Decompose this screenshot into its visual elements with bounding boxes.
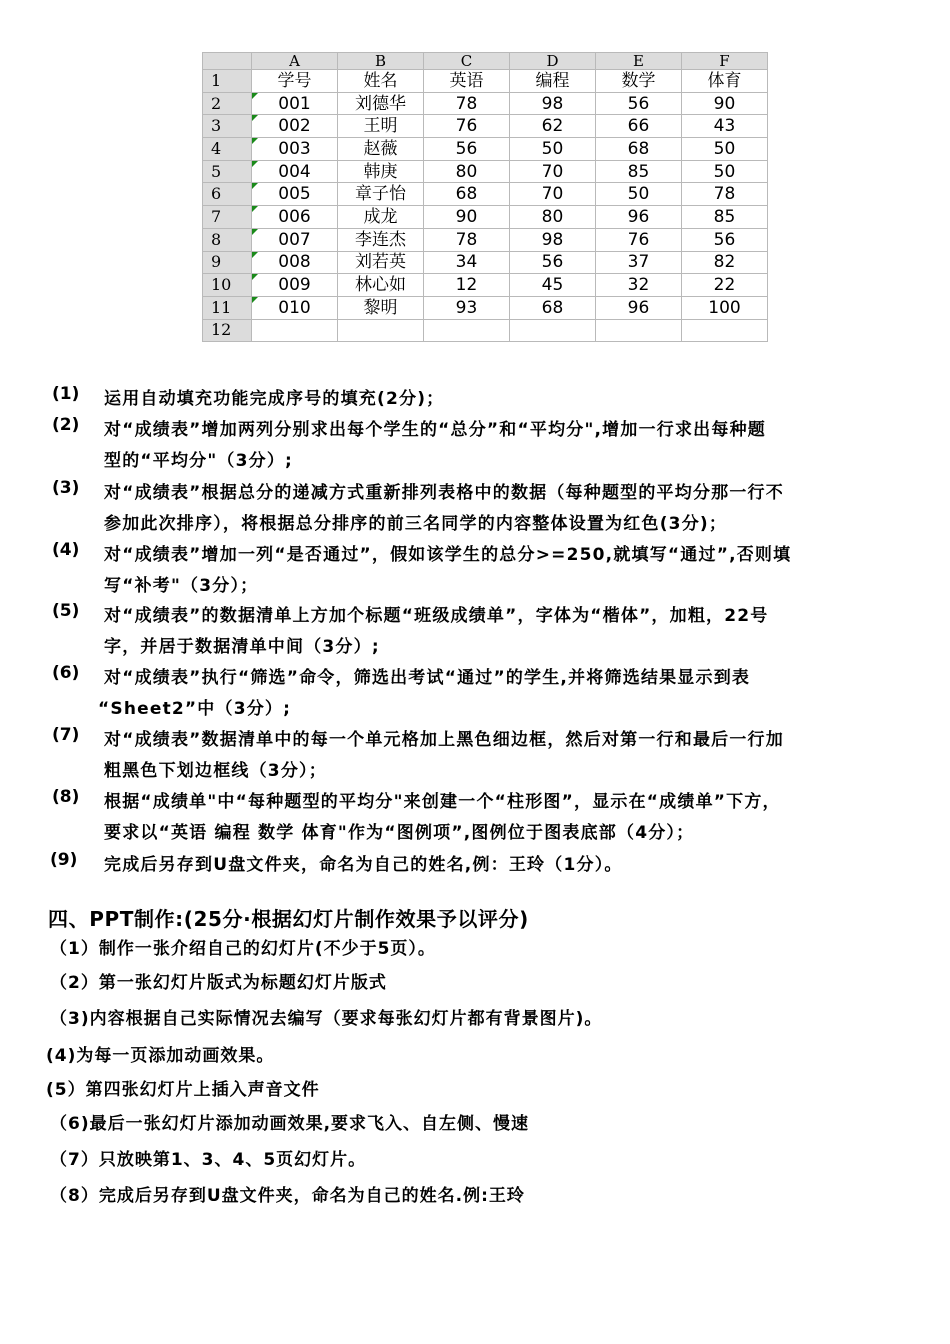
table-cell: 林心如 [338, 274, 424, 297]
task-text: 参加此次排序），将根据总分排序的前三名同学的内容整体设置为红色(3分)； [104, 514, 728, 534]
table-row [203, 70, 768, 93]
sheet-corner [203, 53, 252, 70]
row-header: 11 [203, 296, 252, 319]
table-cell: 37 [596, 251, 682, 274]
table-cell: 韩庚 [338, 160, 424, 183]
table-cell: 96 [596, 296, 682, 319]
table-cell: 56 [596, 92, 682, 115]
row-header: 4 [203, 138, 252, 161]
column-header: F [682, 53, 768, 70]
task-text: 写“补考"（3分）； [104, 576, 259, 596]
ppt-task-item: （7）只放映第1、3、4、5页幻灯片。 [50, 1150, 367, 1170]
task-number: (6) [52, 663, 80, 683]
task-text: 运用自动填充功能完成序号的填充(2分)； [104, 389, 445, 409]
table-cell: 赵薇 [338, 138, 424, 161]
table-cell: 12 [424, 274, 510, 297]
table-cell: 70 [510, 183, 596, 206]
table-cell: 006 [252, 206, 338, 229]
table-cell: 英语 [424, 70, 510, 93]
table-cell: 93 [424, 296, 510, 319]
ppt-section-heading: 四、PPT制作:(25分·根据幻灯片制作效果予以评分) [48, 907, 529, 931]
table-cell: 45 [510, 274, 596, 297]
task-number: (3) [52, 478, 80, 498]
table-cell: 黎明 [338, 296, 424, 319]
table-cell [338, 319, 424, 342]
row-header: 7 [203, 206, 252, 229]
row-header: 9 [203, 251, 252, 274]
row-header: 2 [203, 92, 252, 115]
table-row [203, 228, 768, 251]
task-number: (9) [50, 850, 78, 870]
table-cell [252, 319, 338, 342]
table-cell: 85 [596, 160, 682, 183]
table-row [203, 183, 768, 206]
table-cell: 96 [596, 206, 682, 229]
table-cell: 学号 [252, 70, 338, 93]
table-cell: 90 [424, 206, 510, 229]
table-row [203, 138, 768, 161]
row-header: 1 [203, 70, 252, 93]
table-cell: 62 [510, 115, 596, 138]
ppt-task-item: (5）第四张幻灯片上插入声音文件 [46, 1080, 320, 1100]
task-text: 对“成绩表”增加一列“是否通过”，假如该学生的总分>=250,就填写“通过”,否则填 [104, 545, 792, 565]
table-cell: 68 [510, 296, 596, 319]
score-spreadsheet [202, 52, 768, 342]
row-header: 8 [203, 228, 252, 251]
table-cell: 22 [682, 274, 768, 297]
table-row [203, 319, 768, 342]
table-cell: 82 [682, 251, 768, 274]
ppt-task-item: （1）制作一张介绍自己的幻灯片(不少于5页）。 [50, 939, 436, 959]
table-cell: 50 [510, 138, 596, 161]
table-cell: 009 [252, 274, 338, 297]
table-row [203, 115, 768, 138]
table-row [203, 251, 768, 274]
table-cell: 66 [596, 115, 682, 138]
column-header: A [252, 53, 338, 70]
table-cell: 56 [682, 228, 768, 251]
table-cell: 78 [682, 183, 768, 206]
row-header: 6 [203, 183, 252, 206]
table-cell: 004 [252, 160, 338, 183]
table-cell [596, 319, 682, 342]
table-cell: 78 [424, 228, 510, 251]
task-text: 对“成绩表”数据清单中的每一个单元格加上黑色细边框，然后对第一行和最后一行加 [104, 730, 784, 750]
task-text: 根据“成绩单"中“每种题型的平均分"来创建一个“柱形图”，显示在“成绩单”下方， [104, 792, 781, 812]
table-cell: 34 [424, 251, 510, 274]
table-cell: 76 [424, 115, 510, 138]
table-cell: 80 [424, 160, 510, 183]
task-text: 对“成绩表”根据总分的递减方式重新排列表格中的数据（每种题型的平均分那一行不 [104, 483, 784, 503]
table-cell: 98 [510, 92, 596, 115]
table-cell: 姓名 [338, 70, 424, 93]
row-header: 3 [203, 115, 252, 138]
task-text: 完成后另存到U盘文件夹，命名为自己的姓名,例：王玲（1分）。 [104, 855, 623, 875]
table-cell [682, 319, 768, 342]
table-cell: 王明 [338, 115, 424, 138]
table-cell [424, 319, 510, 342]
table-cell: 刘若英 [338, 251, 424, 274]
table-cell: 007 [252, 228, 338, 251]
table-cell: 56 [424, 138, 510, 161]
task-text: “Sheet2”中（3分）; [98, 699, 292, 719]
ppt-task-item: （3)内容根据自己实际情况去编写（要求每张幻灯片都有背景图片)。 [50, 1009, 603, 1029]
column-header: C [424, 53, 510, 70]
task-number: (5) [52, 601, 80, 621]
table-cell: 76 [596, 228, 682, 251]
column-header: D [510, 53, 596, 70]
task-text: 要求以“英语 编程 数学 体育"作为“图例项”,图例位于图表底部（4分）； [104, 823, 695, 843]
task-text: 粗黑色下划边框线（3分）； [104, 761, 327, 781]
table-cell: 010 [252, 296, 338, 319]
table-cell: 85 [682, 206, 768, 229]
task-number: (2) [52, 415, 80, 435]
table-cell: 001 [252, 92, 338, 115]
table-cell: 70 [510, 160, 596, 183]
table-cell: 章子怡 [338, 183, 424, 206]
table-row [203, 92, 768, 115]
ppt-task-item: （6)最后一张幻灯片添加动画效果,要求飞入、自左侧、慢速 [50, 1114, 530, 1134]
table-cell: 50 [682, 160, 768, 183]
table-cell: 数学 [596, 70, 682, 93]
task-text: 对“成绩表”执行“筛选”命令，筛选出考试“通过”的学生,并将筛选结果显示到表 [104, 668, 751, 688]
ppt-task-item: (4)为每一页添加动画效果。 [46, 1046, 275, 1066]
task-number: (7) [52, 725, 80, 745]
table-cell: 编程 [510, 70, 596, 93]
task-number: (8) [52, 787, 80, 807]
task-text: 对“成绩表”的数据清单上方加个标题“班级成绩单”，字体为“楷体”，加粗，22号 [104, 606, 769, 626]
table-cell: 98 [510, 228, 596, 251]
table-cell: 56 [510, 251, 596, 274]
table-cell: 003 [252, 138, 338, 161]
table-cell: 100 [682, 296, 768, 319]
row-header: 10 [203, 274, 252, 297]
table-cell: 体育 [682, 70, 768, 93]
table-cell: 68 [596, 138, 682, 161]
table-row [203, 206, 768, 229]
task-text: 型的“平均分"（3分）; [104, 451, 294, 471]
ppt-task-item: （2）第一张幻灯片版式为标题幻灯片版式 [50, 973, 387, 993]
table-cell: 90 [682, 92, 768, 115]
table-cell: 刘德华 [338, 92, 424, 115]
task-text: 字，并居于数据清单中间（3分）; [104, 637, 380, 657]
table-cell: 50 [682, 138, 768, 161]
table-row [203, 274, 768, 297]
table-cell: 80 [510, 206, 596, 229]
table-cell: 李连杰 [338, 228, 424, 251]
table-cell: 005 [252, 183, 338, 206]
table-cell: 008 [252, 251, 338, 274]
table-cell [510, 319, 596, 342]
ppt-task-item: （8）完成后另存到U盘文件夹，命名为自己的姓名.例:王玲 [50, 1186, 525, 1206]
column-header: B [338, 53, 424, 70]
table-cell: 成龙 [338, 206, 424, 229]
table-cell: 32 [596, 274, 682, 297]
task-text: 对“成绩表”增加两列分别求出每个学生的“总分”和“平均分",增加一行求出每种题 [104, 420, 766, 440]
table-cell: 43 [682, 115, 768, 138]
table-cell: 68 [424, 183, 510, 206]
column-header: E [596, 53, 682, 70]
task-number: (4) [52, 540, 80, 560]
table-row [203, 296, 768, 319]
table-cell: 50 [596, 183, 682, 206]
column-header-row [203, 53, 768, 70]
table-row [203, 160, 768, 183]
task-number: (1) [52, 384, 80, 404]
row-header: 5 [203, 160, 252, 183]
table-cell: 78 [424, 92, 510, 115]
row-header: 12 [203, 319, 252, 342]
table-cell: 002 [252, 115, 338, 138]
